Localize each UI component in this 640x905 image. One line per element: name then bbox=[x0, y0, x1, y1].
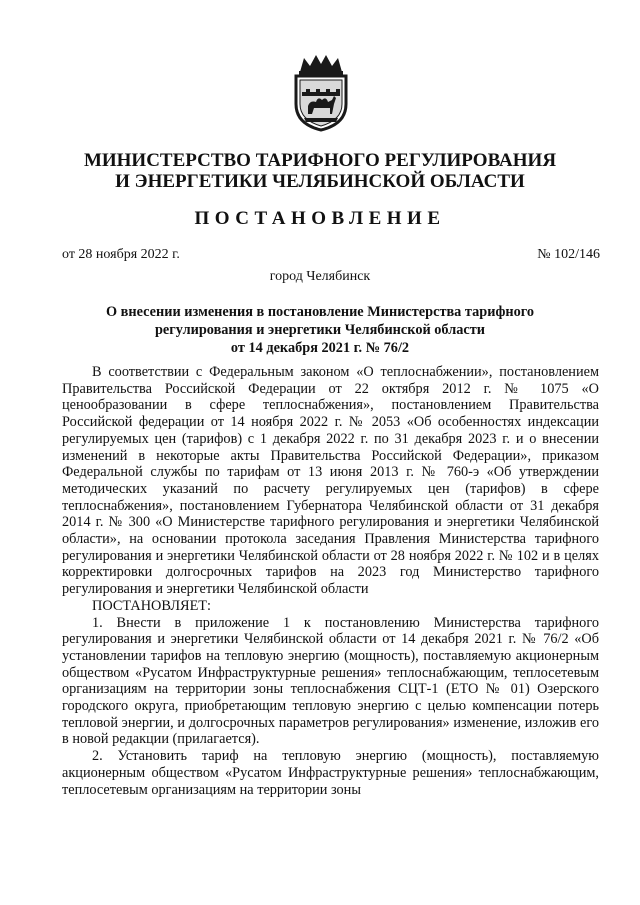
item-2-paragraph: 2. Установить тариф на тепловую энергию (мощность), поставляемую акционерным обществом «Русатом Инфраструктурные решения» теплоснабжающим, теплосетевым организациям на территории зоны bbox=[62, 748, 599, 798]
document-date: от 28 ноября 2022 г. bbox=[62, 247, 180, 262]
decree-heading: ПОСТАНОВЛЯЕТ: bbox=[92, 597, 212, 614]
chelyabinsk-coat-of-arms-icon bbox=[290, 52, 352, 132]
document-title bbox=[80, 303, 560, 357]
ministry-name bbox=[60, 150, 580, 192]
ministry-name-line1: МИНИСТЕРСТВО ТАРИФНОГО РЕГУЛИРОВАНИЯ bbox=[83, 150, 557, 171]
document-title-line2: регулирования и энергетики Челябинской области bbox=[154, 322, 485, 338]
document-title-line1: О внесении изменения в постановление Министерства тарифного bbox=[105, 304, 535, 320]
document-number: № 102/146 bbox=[537, 247, 600, 262]
document-city: город Челябинск bbox=[269, 269, 371, 284]
document-body bbox=[62, 364, 599, 798]
item-1-paragraph: 1. Внести в приложение 1 к постановлению Министерства тарифного регулирования и энергетики Челябинской области от 14 декабря 2021 г. № 76/2 «Об установлении тарифов на тепловую энергию (мощность), поставляемую акционерным обществом «Русатом Инфраструктурные решения» теплоснабжающим, теплосетевым организациям на территории зоны теплоснабжения СЦТ-1 (ЕТО № 01) Озерского городского округа, приобретающим тепловую энергию с целью компенсации потерь тепловой энергии, и долгосрочных параметров регулирования» изменение, изложив его в новой редакции (прилагается). bbox=[62, 614, 599, 748]
ministry-name-line2: И ЭНЕРГЕТИКИ ЧЕЛЯБИНСКОЙ ОБЛАСТИ bbox=[115, 171, 525, 192]
preamble-paragraph: В соответствии с Федеральным законом «О теплоснабжении», постановлением Правительства Российской Федерации от 22 октября 2012 г. № 1075 «О ценообразовании в сфере теплоснабжения», постановлением Правительства Российской федерации от 14 ноября 2022 г. № 2053 «Об особенностях индексации регулируемых цен (тарифов) с 1 декабря 2022 г. по 31 декабря 2023 г. и о внесении изменений в некоторые акты Правительства Российской Федерации», приказом Федеральной службы по тарифам от 13 июня 2013 г. № 760-э «Об утверждении методических указаний по расчету регулируемых цен (тарифов) в сфере теплоснабжения», постановлением Губернатора Челябинской области от 31 декабря 2014 г. № 300 «О Министерстве тарифного регулирования и энергетики Челябинской области», на основании протокола заседания Правления Министерства тарифного регулирования и энергетики Челябинской области от 28 ноября 2022 г. № 102 и в целях корректировки долгосрочных тарифов на 2023 год Министерство тарифного регулирования и энергетики Челябинской области bbox=[62, 364, 599, 598]
document-type: ПОСТАНОВЛЕНИЕ bbox=[194, 208, 446, 229]
document-title-line3: от 14 декабря 2021 г. № 76/2 bbox=[230, 340, 410, 356]
